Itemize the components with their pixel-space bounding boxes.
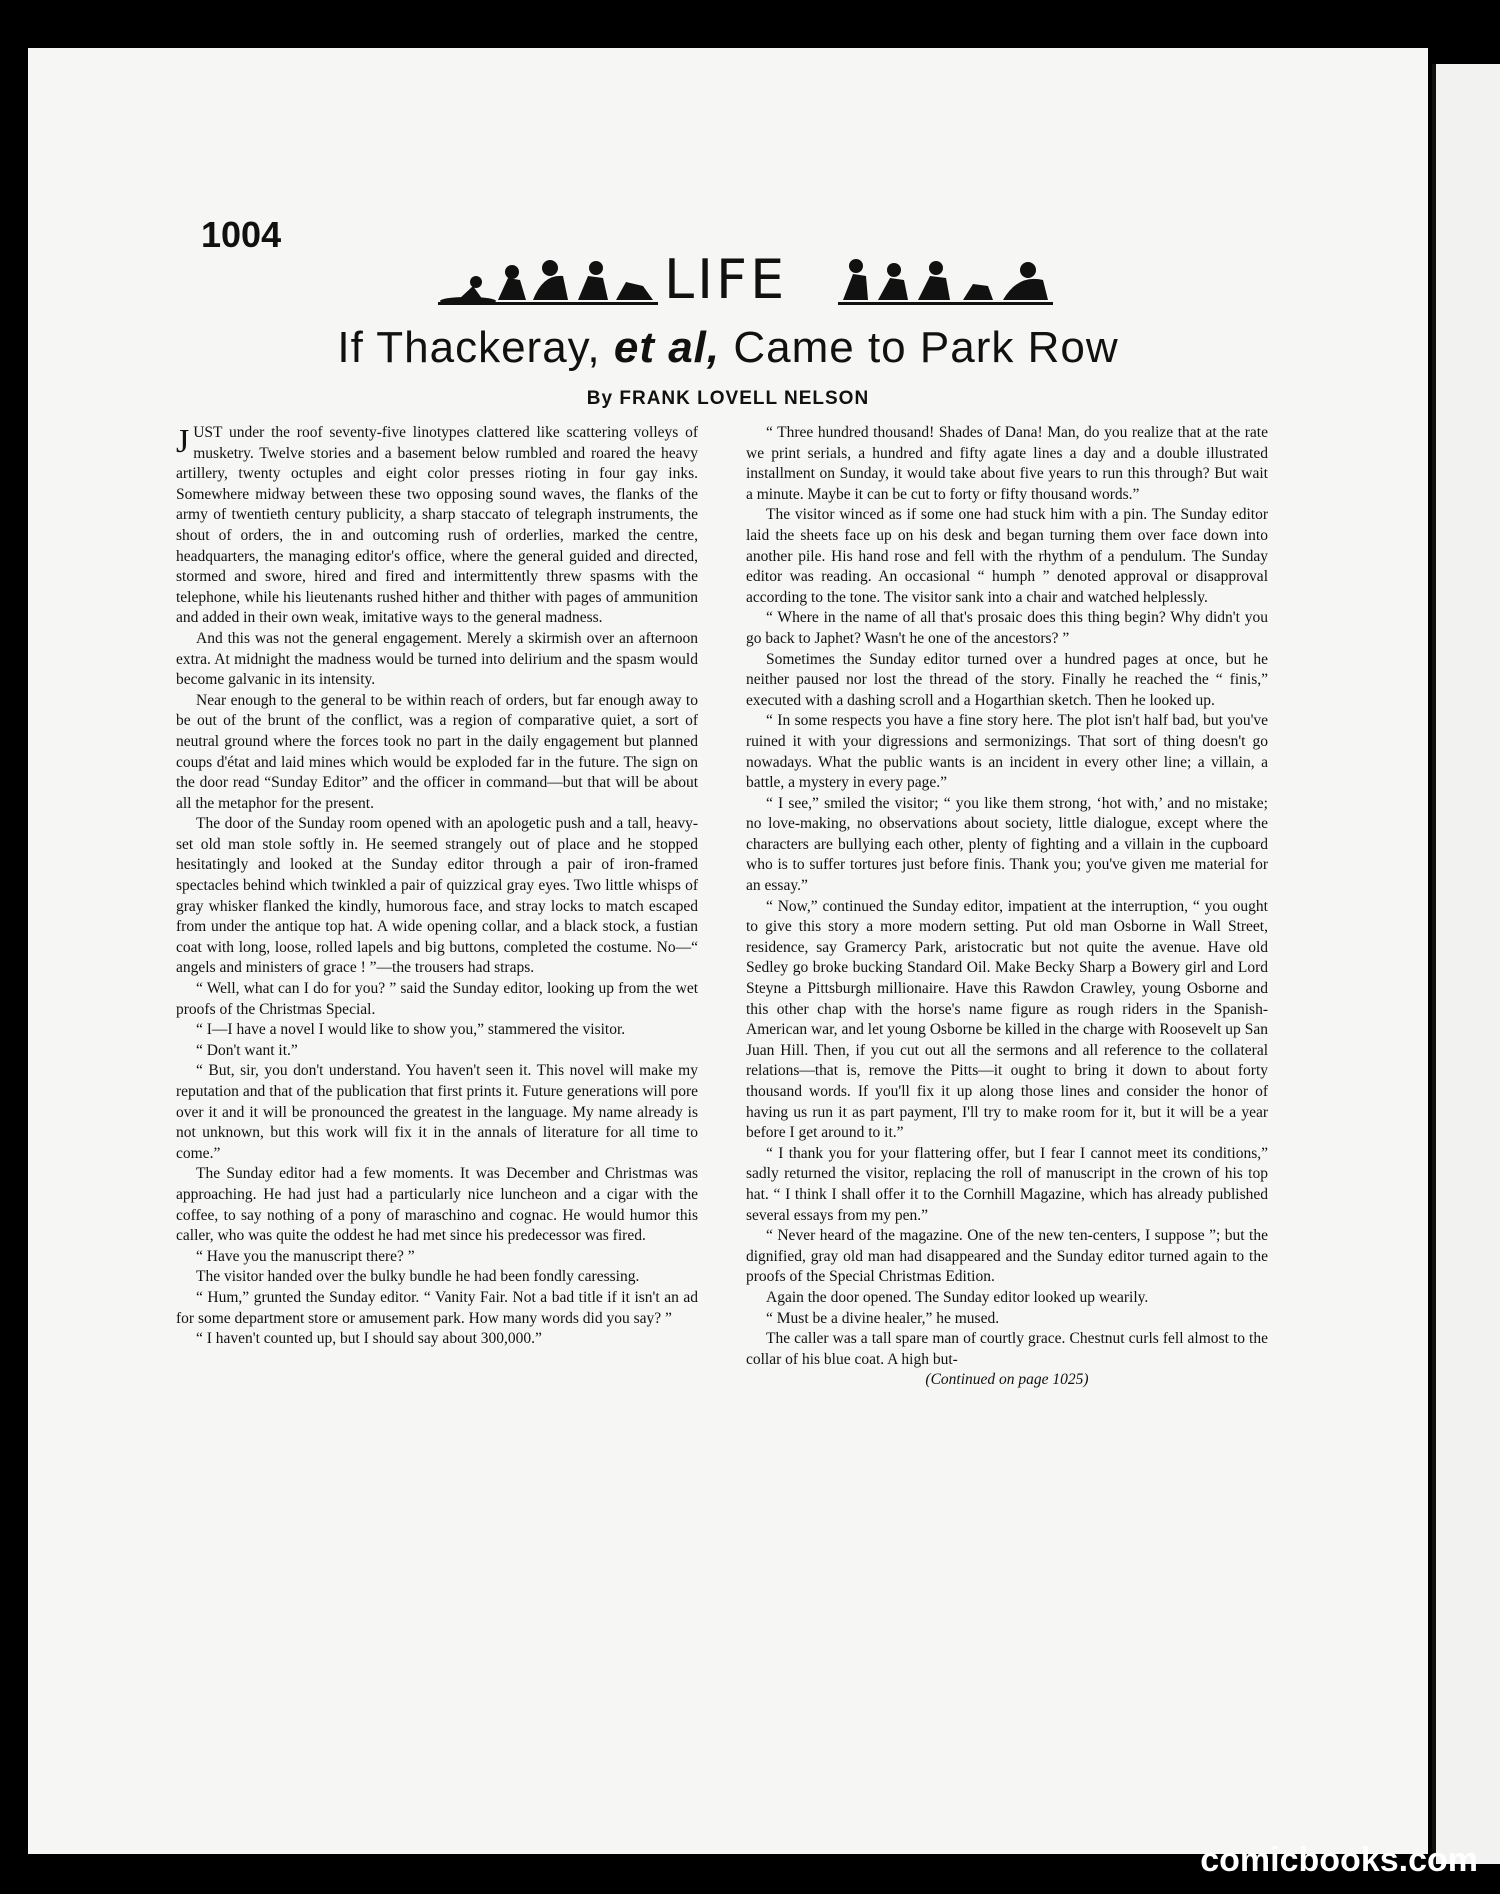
paragraph: “ I see,” smiled the visitor; “ you like them strong, ‘hot with,’ and no mistake; no love-making, no observations about society, little dialogue, except where the characters are bullying each other, plenty of fighting and a villain in the cupboard who is to suffer tortures just before finis. Thank you; you've given me material for an essay.” [746,794,1268,895]
drop-cap: J [176,423,190,460]
next-page-edge [1434,64,1500,1864]
paragraph: “ Three hundred thousand! Shades of Dana! Man, do you realize that at the rate we print serials, a hundred and fifty agate lines a day and a double illustrated installment on Sunday, it would take about five years to run this through? But wait a minute. Maybe it can be cut to forty or fifty thousand words.” [746,424,1268,503]
paragraph: The visitor winced as if some one had stuck him with a pin. The Sunday editor laid the sheets face up on his desk and began turning them over face down into another pile. His hand rose and fell with the rhythm of a pendulum. The Sunday editor was reading. An occasional “ humph ” denoted approval or disapproval according to the tone. The visitor sank into a chair and watched helplessly. [746,506,1268,606]
paragraph: The visitor handed over the bulky bundle he had been fondly caressing. [196,1268,640,1286]
column-right [746,423,1268,1391]
masthead-title: LIFE [664,248,788,311]
article-title: If Thackeray, et al, Came to Park Row [337,323,1119,372]
paragraph: Again the door opened. The Sunday editor looked up wearily. [766,1288,1149,1306]
masthead-figures-right [838,256,1058,316]
paragraph: The Sunday editor had a few moments. It was December and Christmas was approaching. He had just had a particularly nice luncheon and a cigar with the coffee, to say nothing of a pony of maraschino and cognac. He would humor this caller, who was quite the oddest he had met since his predecessor was fired. [176,1165,698,1245]
paragraph: The caller was a tall spare man of courtly grace. Chestnut curls fell almost to the collar of his blue coat. A high but- [746,1330,1268,1368]
paragraph: “ Well, what can I do for you? ” said the Sunday editor, looking up from the wet proofs of the Christmas Special. [176,980,698,1018]
paragraph: The door of the Sunday room opened with an apologetic push and a tall, heavy-set old man stole softly in. He seemed strangely out of place and he stopped hesitatingly and looked at the Sunday editor through a pair of iron-framed spectacles behind which twinkled a pair of quizzical gray eyes. Two little whisps of gray whisker flanked the kindly, humorous face, and stray locks to match escaped from under the antique top hat. A wide opening collar, and a black stock, a fustian coat with long, loose, rolled lapels and big buttons, completed the costume. No—“ angels and ministers of grace ! ”—the trousers had straps. [176,815,698,977]
magazine-page [28,48,1428,1854]
paragraph: “ I—I have a novel I would like to show you,” stammered the visitor. [196,1021,626,1039]
paragraph: “ Now,” continued the Sunday editor, impatient at the interruption, “ you ought to give this story a more modern setting. Put old man Osborne in Wall Street, residence, say Gramercy Park, aristocratic but not quite the avenue. Have old Sedley go broke bucking Standard Oil. Make Becky Sharp a Bowery girl and Lord Steyne a Pittsburgh millionaire. Have this Rawdon Crawley, young Osborne and this other chap with the horse's name figure as rough riders in the Spanish-American war, and let young Osborne be killed in the charge with Roosevelt up San Juan Hill. Then, if you cut out all the sermons and all reference to the collateral relations—that is, remove the Pitts—it ought to bring it down to about forty thousand words. If you'll fix it up along those lines and consider the honor of having us run it as part payment, I'll try to make room for it, but it will be a year before I get around to it.” [746,897,1268,1142]
masthead [438,248,1058,318]
paragraph: “ Never heard of the magazine. One of the new ten-centers, I suppose ”; but the dignified, gray old man had disappeared and the Sunday editor turned again to the proofs of the Special Christmas Edition. [746,1227,1268,1286]
paragraph: “ Hum,” grunted the Sunday editor. “ Vanity Fair. Not a bad title if it isn't an ad for some department store or amusement park. How many words did you say? ” [176,1288,698,1327]
byline: By FRANK LOVELL NELSON [586,388,870,409]
column-left [176,423,698,1350]
page-gutter [1432,64,1436,1864]
paragraph: “ I thank you for your flattering offer, but I fear I cannot meet its conditions,” sadly returned the visitor, replacing the roll of manuscript in the crown of his top hat. “ I think I shall offer it to the Cornhill Magazine, which has already published several essays from my pen.” [746,1144,1268,1224]
paragraph: JUST under the roof seventy-five linotypes clattered like scattering volleys of musketry. Twelve stories and a basement below rumbled and roared the heavy artillery, twenty octuples and eight color presses rioting in four gay inks. Somewhere midway between these two opposing sound waves, the flanks of the army of twentieth century publicity, a sharp staccato of telegraph instruments, the shout of orders, the in and outcoming rush of orderlies, marked the centre, headquarters, the managing editor's office, where the general guided and directed, stormed and swore, hired and fired and intermittently threw spasms with the telephone, while his lieutenants rushed hither and thither with pages of ammunition and added in their own weak, imitative ways to the general madness. [176,423,698,627]
watermark: comicbooks.com [1200,1841,1478,1879]
paragraph: “ But, sir, you don't understand. You haven't seen it. This novel will make my reputation and that of the publication that first prints it. Future generations will pore over it and it will be pronounced the greatest in the language. My name already is not unknown, but this work will fix it in the annals of literature for all time to come.” [176,1062,698,1162]
paragraph: “ Have you the manuscript there? ” [196,1247,415,1265]
page-number: 1004 [201,214,282,255]
paragraph: “ I haven't counted up, but I should say about 300,000.” [196,1330,542,1348]
paragraph: “ Don't want it.” [196,1041,298,1059]
paragraph: “ In some respects you have a fine story here. The plot isn't half bad, but you've ruined it with your digressions and sermonizings. That sort of thing doesn't go nowadays. What the public wants is an incident in every other line; a villain, a battle, a mystery in every page.” [746,712,1268,792]
paragraph: “ Where in the name of all that's prosaic does this thing begin? Why didn't you go back to Japhet? Wasn't he one of the ancestors? ” [746,609,1268,647]
paragraph: Near enough to the general to be within reach of orders, but far enough away to be out of the brunt of the conflict, was a region of comparative quiet, a sort of neutral ground where the forces took no part in the daily engagement but planned coups d'état and laid mines which would be exploded far in the future. The sign on the door read “Sunday Editor” and the officer in command—but that will be about all the metaphor for the present. [176,691,698,812]
continued-note: (Continued on page 1025) [925,1371,1089,1389]
paragraph: And this was not the general engagement. Merely a skirmish over an afternoon extra. At midnight the madness would be turned into delirium and the spasm would become galvanic in its intensity. [176,629,698,689]
masthead-figures-left [438,256,658,316]
paragraph: Sometimes the Sunday editor turned over a hundred pages at once, but he neither paused nor lost the thread of the story. Finally he reached the “ finis,” executed with a dashing scroll and a Hogarthian sketch. Then he looked up. [746,650,1268,709]
paragraph: “ Must be a divine healer,” he mused. [766,1309,1000,1327]
